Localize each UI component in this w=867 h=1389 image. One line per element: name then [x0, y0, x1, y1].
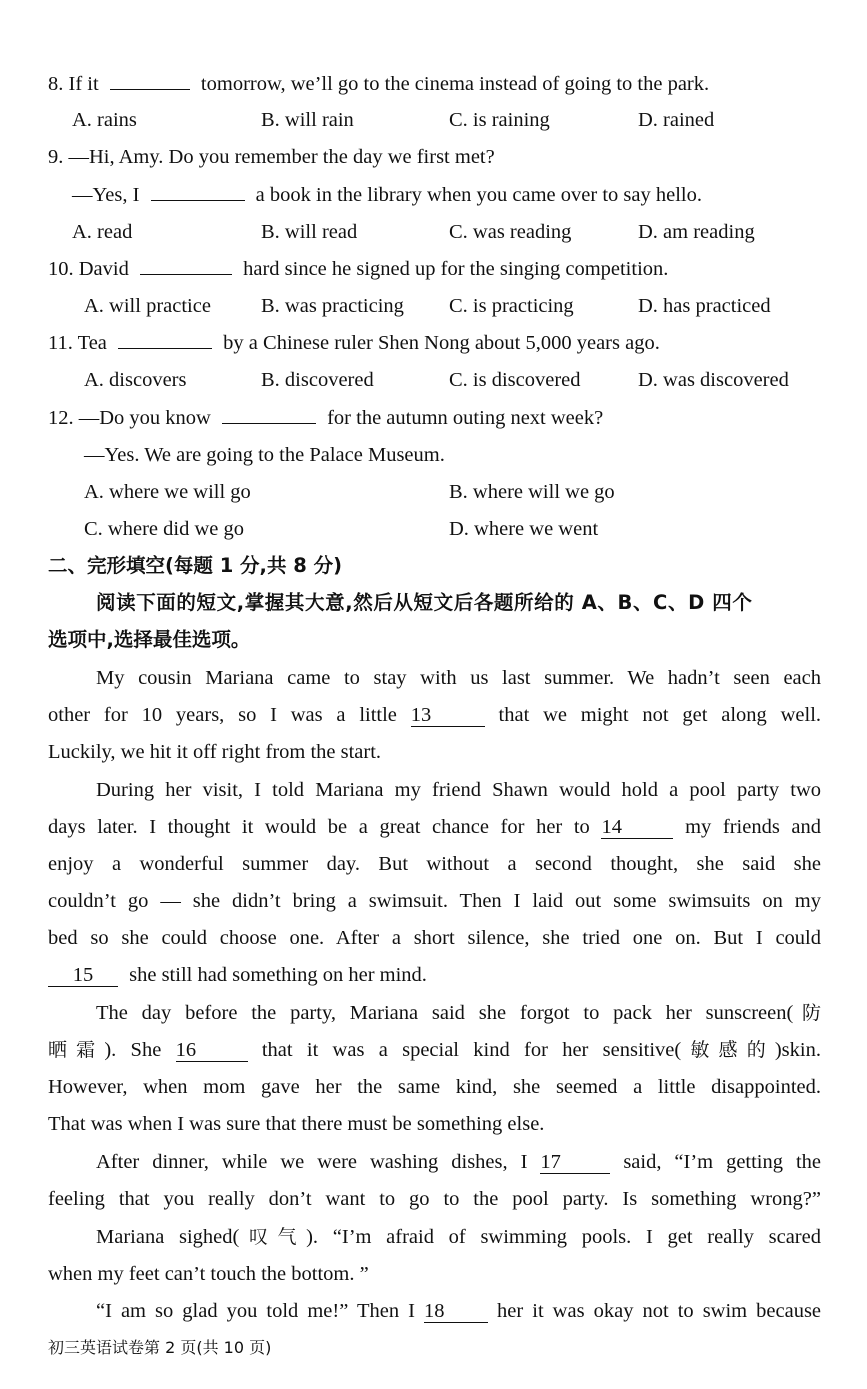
passage-p2-line6: 15 she still had something on her mind.: [48, 961, 427, 989]
question-11-stem: 11. Tea: [48, 332, 107, 354]
question-11: [48, 329, 660, 357]
blank-13: 13: [411, 704, 485, 727]
passage-p6-line1: “I am so glad you told me!” Then I 18 her it was okay not to swim because: [96, 1300, 822, 1322]
q10-option-d: D. has practiced: [638, 295, 771, 317]
q12-option-d: D. where we went: [449, 518, 599, 540]
q8-option-d: D. rained: [638, 109, 715, 131]
question-9-blank: [151, 200, 245, 201]
passage-p2-line4: couldn’t go — she didn’t bring a swimsuit. Then I laid out some swimsuits on my: [48, 890, 821, 912]
question-9-answer-line: [72, 181, 702, 209]
passage-p1-line2: other for 10 years, so I was a little 13 that we might not get along well.: [48, 704, 822, 726]
q10-option-a: A. will practice: [84, 295, 211, 317]
passage-p2-line3: enjoy a wonderful summer day. But without a second thought, she said she: [48, 853, 821, 875]
question-8: [48, 70, 709, 98]
section-instruction-1: 阅读下面的短文,掌握其大意,然后从短文后各题所给的 A、B、C、D 四个: [96, 591, 753, 614]
q8-option-c: C. is raining: [449, 109, 550, 131]
q11-option-d: D. was discovered: [638, 369, 789, 391]
passage-p1-line3: Luckily, we hit it off right from the start.: [48, 741, 382, 763]
passage-p2-line5: bed so she could choose one. After a short silence, she tried one on. But I could: [48, 927, 821, 949]
q12-option-c: C. where did we go: [84, 518, 244, 540]
passage-p2-line1: During her visit, I told Mariana my friend Shawn would hold a pool party two: [96, 779, 821, 801]
question-10-rest: hard since he signed up for the singing competition.: [243, 258, 669, 280]
blank-16: 16: [176, 1039, 248, 1062]
blank-18: 18: [424, 1300, 488, 1323]
section-instruction-2: 选项中,选择最佳选项。: [48, 628, 251, 651]
blank-14: 14: [601, 816, 673, 839]
question-10-blank: [140, 274, 232, 275]
q9-option-b: B. will read: [261, 221, 358, 243]
passage-p2-line2: days later. I thought it would be a great chance for her to 14 my friends and: [48, 816, 822, 838]
q12-option-a: A. where we will go: [84, 481, 251, 503]
q8-option-b: B. will rain: [261, 109, 354, 131]
question-12-blank: [222, 423, 316, 424]
question-8-stem: 8. If it: [48, 73, 99, 95]
q9-option-d: D. am reading: [638, 221, 755, 243]
q11-option-b: B. discovered: [261, 369, 374, 391]
q8-option-a: A. rains: [72, 109, 137, 131]
question-12-stem: 12. —Do you know: [48, 407, 211, 429]
question-12-rest: for the autumn outing next week?: [327, 407, 604, 429]
question-11-blank: [118, 348, 212, 349]
passage-p3-line4: That was when I was sure that there must be something else.: [48, 1113, 545, 1135]
q9-option-a: A. read: [72, 221, 133, 243]
q10-option-b: B. was practicing: [261, 295, 404, 317]
question-12-reply: —Yes. We are going to the Palace Museum.: [84, 444, 445, 466]
passage-p4-line2: feeling that you really don’t want to go to the pool party. Is something wrong?”: [48, 1188, 821, 1210]
passage-p5-line2: when my feet can’t touch the bottom. ”: [48, 1263, 369, 1285]
question-8-rest: tomorrow, we’ll go to the cinema instead of going to the park.: [200, 73, 710, 95]
passage-p3-line2: 晒霜). She 16 that it was a special kind for her sensitive(敏感的)skin.: [48, 1039, 821, 1061]
section-title: 二、完形填空(每题 1 分,共 8 分): [48, 554, 343, 577]
passage-p4-line1: After dinner, while we were washing dishes, I 17 said, “I’m getting the: [96, 1151, 821, 1173]
passage-p1-line1: My cousin Mariana came to stay with us last summer. We hadn’t seen each: [96, 667, 821, 689]
question-9-rest: a book in the library when you came over to say hello.: [255, 184, 702, 206]
q9-option-c: C. was reading: [449, 221, 572, 243]
question-9-pre: —Yes, I: [72, 184, 140, 206]
blank-17: 17: [540, 1151, 610, 1174]
question-10-stem: 10. David: [48, 258, 129, 280]
question-11-rest: by a Chinese ruler Shen Nong about 5,000 years ago.: [223, 332, 660, 354]
passage-p3-line3: However, when mom gave her the same kind, she seemed a little disappointed.: [48, 1076, 821, 1098]
passage-p5-line1: Mariana sighed(叹气). “I’m afraid of swimming pools. I get really scared: [96, 1226, 821, 1248]
q11-option-c: C. is discovered: [449, 369, 581, 391]
blank-15: 15: [48, 964, 118, 987]
q12-option-b: B. where will we go: [449, 481, 615, 503]
q10-option-c: C. is practicing: [449, 295, 574, 317]
question-8-blank: [110, 89, 190, 90]
question-10: [48, 255, 668, 283]
page-footer: 初三英语试卷第 2 页(共 10 页): [48, 1338, 272, 1357]
passage-p3-line1: The day before the party, Mariana said she forgot to pack her sunscreen(防: [96, 1002, 821, 1024]
q11-option-a: A. discovers: [84, 369, 187, 391]
question-9-stem: 9. —Hi, Amy. Do you remember the day we first met?: [48, 146, 495, 168]
question-12: [48, 404, 603, 432]
